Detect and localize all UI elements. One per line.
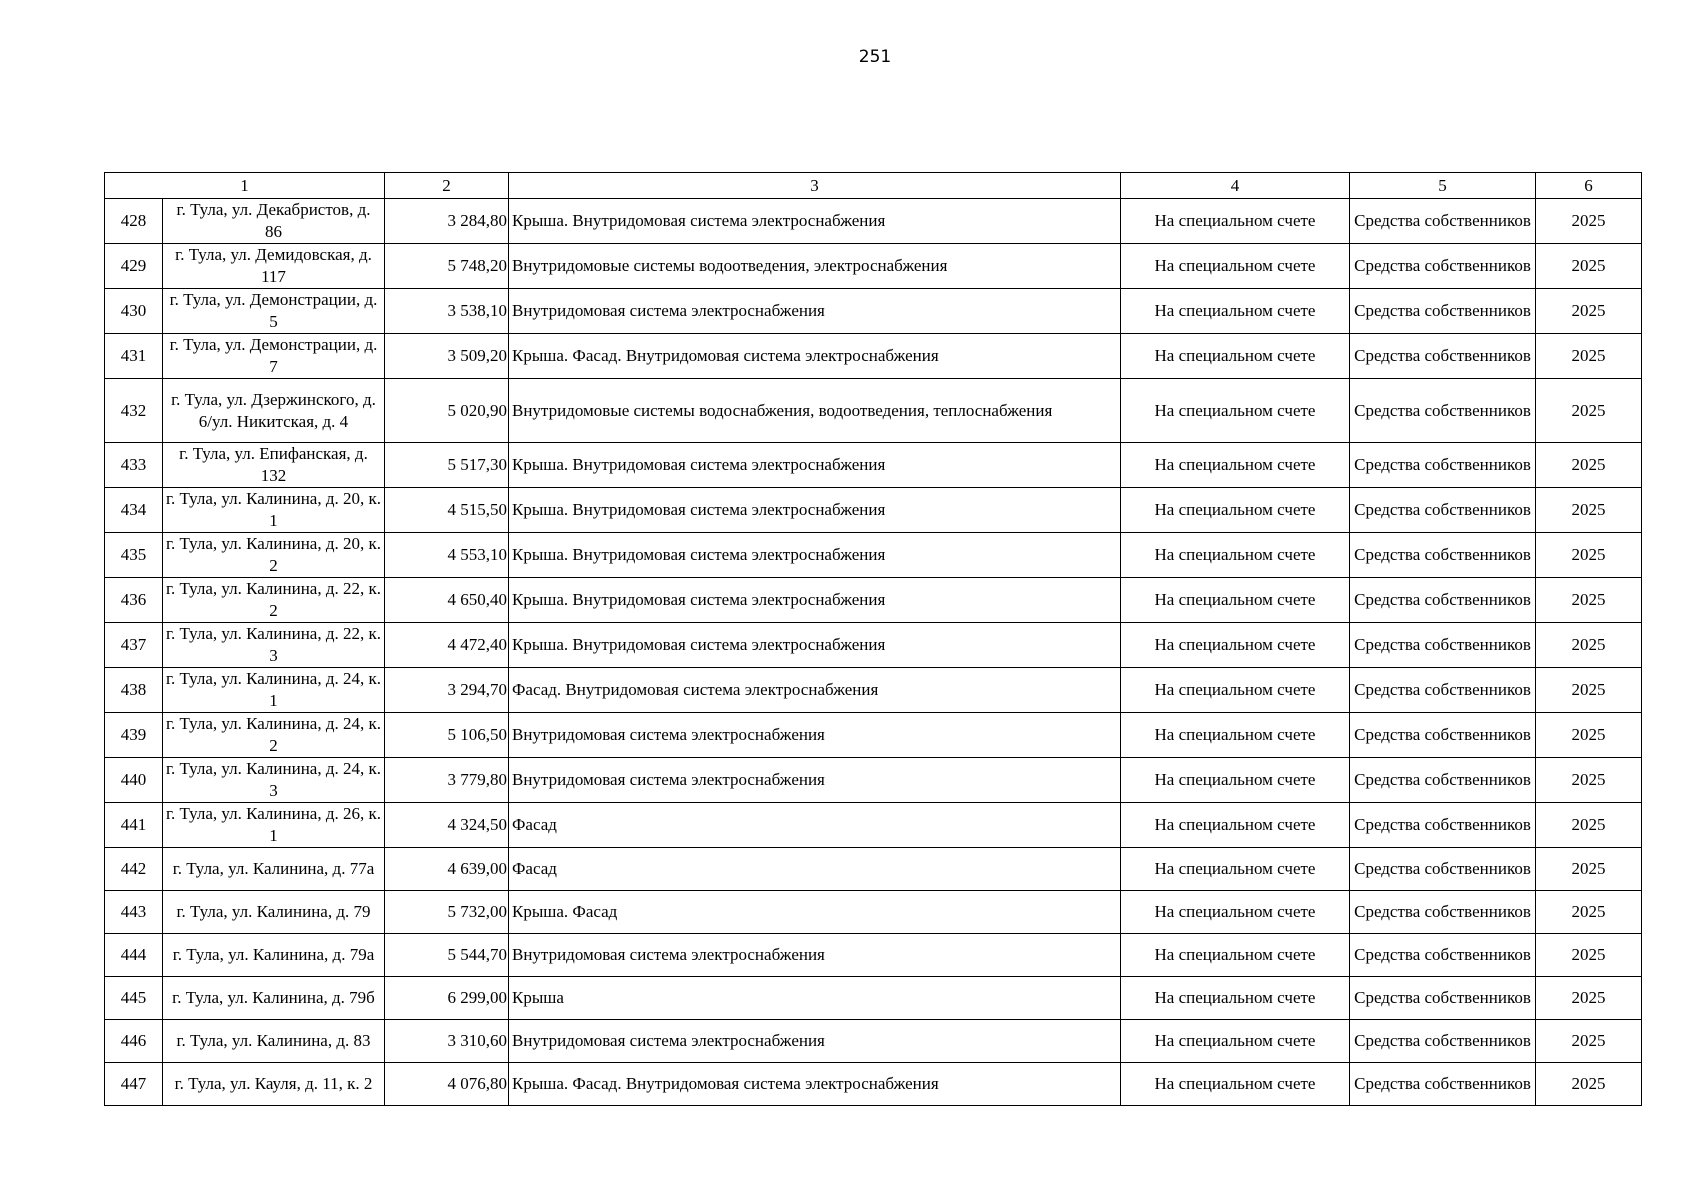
funding-source: Средства собственников (1350, 244, 1536, 289)
repair-works: Крыша. Фасад. Внутридомовая система электроснабжения (509, 1063, 1121, 1106)
repair-works: Внутридомовая система электроснабжения (509, 713, 1121, 758)
repair-cost: 3 538,10 (385, 289, 509, 334)
row-number: 436 (105, 578, 163, 623)
funding-source: Средства собственников (1350, 1063, 1536, 1106)
repair-cost: 6 299,00 (385, 977, 509, 1020)
building-address: г. Тула, ул. Епифанская, д. 132 (163, 443, 385, 488)
funding-method: На специальном счете (1121, 334, 1350, 379)
row-number: 438 (105, 668, 163, 713)
repair-cost: 4 639,00 (385, 848, 509, 891)
column-header-1: 1 (105, 173, 385, 199)
funding-source: Средства собственников (1350, 533, 1536, 578)
building-address: г. Тула, ул. Демидовская, д. 117 (163, 244, 385, 289)
funding-method: На специальном счете (1121, 1020, 1350, 1063)
building-address: г. Тула, ул. Калинина, д. 79а (163, 934, 385, 977)
planned-year: 2025 (1536, 289, 1642, 334)
planned-year: 2025 (1536, 891, 1642, 934)
table-row (105, 713, 1642, 758)
table-row (105, 244, 1642, 289)
row-number: 445 (105, 977, 163, 1020)
planned-year: 2025 (1536, 848, 1642, 891)
row-number: 433 (105, 443, 163, 488)
page-number: 251 (858, 47, 892, 67)
planned-year: 2025 (1536, 379, 1642, 443)
repair-register-table (104, 172, 1642, 1106)
building-address: г. Тула, ул. Кауля, д. 11, к. 2 (163, 1063, 385, 1106)
repair-cost: 5 544,70 (385, 934, 509, 977)
planned-year: 2025 (1536, 533, 1642, 578)
table-row (105, 848, 1642, 891)
row-number: 443 (105, 891, 163, 934)
table-row (105, 443, 1642, 488)
table-row (105, 623, 1642, 668)
repair-works: Крыша. Внутридомовая система электроснабжения (509, 443, 1121, 488)
building-address: г. Тула, ул. Калинина, д. 79 (163, 891, 385, 934)
repair-works: Крыша. Внутридомовая система электроснабжения (509, 488, 1121, 533)
repair-works: Фасад. Внутридомовая система электроснабжения (509, 668, 1121, 713)
funding-method: На специальном счете (1121, 848, 1350, 891)
funding-source: Средства собственников (1350, 334, 1536, 379)
row-number: 446 (105, 1020, 163, 1063)
funding-method: На специальном счете (1121, 891, 1350, 934)
planned-year: 2025 (1536, 803, 1642, 848)
funding-method: На специальном счете (1121, 713, 1350, 758)
planned-year: 2025 (1536, 578, 1642, 623)
repair-works: Внутридомовые системы водоснабжения, водоотведения, теплоснабжения (509, 379, 1121, 443)
repair-cost: 4 515,50 (385, 488, 509, 533)
row-number: 441 (105, 803, 163, 848)
repair-cost: 4 324,50 (385, 803, 509, 848)
funding-method: На специальном счете (1121, 199, 1350, 244)
funding-source: Средства собственников (1350, 668, 1536, 713)
column-header-5: 5 (1350, 173, 1536, 199)
row-number: 440 (105, 758, 163, 803)
funding-method: На специальном счете (1121, 977, 1350, 1020)
planned-year: 2025 (1536, 488, 1642, 533)
row-number: 439 (105, 713, 163, 758)
planned-year: 2025 (1536, 1020, 1642, 1063)
repair-cost: 3 310,60 (385, 1020, 509, 1063)
repair-works: Внутридомовая система электроснабжения (509, 758, 1121, 803)
repair-works: Крыша. Внутридомовая система электроснабжения (509, 199, 1121, 244)
repair-cost: 3 779,80 (385, 758, 509, 803)
row-number: 447 (105, 1063, 163, 1106)
building-address: г. Тула, ул. Калинина, д. 20, к. 1 (163, 488, 385, 533)
planned-year: 2025 (1536, 623, 1642, 668)
funding-source: Средства собственников (1350, 623, 1536, 668)
row-number: 428 (105, 199, 163, 244)
repair-cost: 3 509,20 (385, 334, 509, 379)
column-header-2: 2 (385, 173, 509, 199)
table-row (105, 934, 1642, 977)
row-number: 430 (105, 289, 163, 334)
repair-cost: 4 650,40 (385, 578, 509, 623)
building-address: г. Тула, ул. Калинина, д. 24, к. 3 (163, 758, 385, 803)
building-address: г. Тула, ул. Калинина, д. 20, к. 2 (163, 533, 385, 578)
planned-year: 2025 (1536, 713, 1642, 758)
building-address: г. Тула, ул. Калинина, д. 22, к. 2 (163, 578, 385, 623)
funding-source: Средства собственников (1350, 578, 1536, 623)
funding-method: На специальном счете (1121, 934, 1350, 977)
table-row (105, 891, 1642, 934)
building-address: г. Тула, ул. Калинина, д. 77а (163, 848, 385, 891)
funding-source: Средства собственников (1350, 848, 1536, 891)
table-row (105, 1020, 1642, 1063)
row-number: 431 (105, 334, 163, 379)
row-number: 429 (105, 244, 163, 289)
table-row (105, 578, 1642, 623)
row-number: 435 (105, 533, 163, 578)
table-row (105, 533, 1642, 578)
funding-source: Средства собственников (1350, 289, 1536, 334)
repair-works: Фасад (509, 803, 1121, 848)
planned-year: 2025 (1536, 1063, 1642, 1106)
funding-method: На специальном счете (1121, 803, 1350, 848)
repair-works: Крыша. Внутридомовая система электроснабжения (509, 533, 1121, 578)
funding-method: На специальном счете (1121, 668, 1350, 713)
planned-year: 2025 (1536, 334, 1642, 379)
repair-works: Внутридомовая система электроснабжения (509, 934, 1121, 977)
repair-works: Крыша. Внутридомовая система электроснабжения (509, 578, 1121, 623)
building-address: г. Тула, ул. Калинина, д. 24, к. 2 (163, 713, 385, 758)
building-address: г. Тула, ул. Дзержинского, д. 6/ул. Никитская, д. 4 (163, 379, 385, 443)
funding-method: На специальном счете (1121, 533, 1350, 578)
building-address: г. Тула, ул. Демонстрации, д. 7 (163, 334, 385, 379)
row-number: 442 (105, 848, 163, 891)
planned-year: 2025 (1536, 977, 1642, 1020)
table-row (105, 977, 1642, 1020)
planned-year: 2025 (1536, 244, 1642, 289)
repair-works: Фасад (509, 848, 1121, 891)
repair-cost: 5 732,00 (385, 891, 509, 934)
building-address: г. Тула, ул. Калинина, д. 79б (163, 977, 385, 1020)
funding-source: Средства собственников (1350, 758, 1536, 803)
funding-source: Средства собственников (1350, 199, 1536, 244)
funding-source: Средства собственников (1350, 1020, 1536, 1063)
funding-method: На специальном счете (1121, 758, 1350, 803)
table-row (105, 289, 1642, 334)
funding-source: Средства собственников (1350, 713, 1536, 758)
planned-year: 2025 (1536, 934, 1642, 977)
repair-cost: 5 517,30 (385, 443, 509, 488)
funding-source: Средства собственников (1350, 443, 1536, 488)
repair-cost: 5 106,50 (385, 713, 509, 758)
funding-method: На специальном счете (1121, 244, 1350, 289)
planned-year: 2025 (1536, 199, 1642, 244)
building-address: г. Тула, ул. Декабристов, д. 86 (163, 199, 385, 244)
repair-works: Крыша. Фасад (509, 891, 1121, 934)
funding-source: Средства собственников (1350, 803, 1536, 848)
funding-method: На специальном счете (1121, 623, 1350, 668)
building-address: г. Тула, ул. Калинина, д. 83 (163, 1020, 385, 1063)
row-number: 444 (105, 934, 163, 977)
planned-year: 2025 (1536, 443, 1642, 488)
table-row (105, 379, 1642, 443)
column-header-4: 4 (1121, 173, 1350, 199)
repair-cost: 5 020,90 (385, 379, 509, 443)
funding-method: На специальном счете (1121, 488, 1350, 533)
repair-works: Внутридомовая система электроснабжения (509, 289, 1121, 334)
row-number: 437 (105, 623, 163, 668)
column-header-3: 3 (509, 173, 1121, 199)
repair-cost: 4 553,10 (385, 533, 509, 578)
funding-source: Средства собственников (1350, 379, 1536, 443)
planned-year: 2025 (1536, 668, 1642, 713)
funding-source: Средства собственников (1350, 488, 1536, 533)
register-body (105, 173, 1642, 1106)
column-header-6: 6 (1536, 173, 1642, 199)
table-row (105, 488, 1642, 533)
repair-works: Внутридомовые системы водоотведения, электроснабжения (509, 244, 1121, 289)
funding-method: На специальном счете (1121, 379, 1350, 443)
building-address: г. Тула, ул. Демонстрации, д. 5 (163, 289, 385, 334)
table-row (105, 334, 1642, 379)
table-row (105, 758, 1642, 803)
funding-source: Средства собственников (1350, 891, 1536, 934)
planned-year: 2025 (1536, 758, 1642, 803)
repair-works: Внутридомовая система электроснабжения (509, 1020, 1121, 1063)
funding-source: Средства собственников (1350, 934, 1536, 977)
column-number-header-row (105, 173, 1642, 199)
table-row (105, 199, 1642, 244)
funding-source: Средства собственников (1350, 977, 1536, 1020)
repair-cost: 3 284,80 (385, 199, 509, 244)
building-address: г. Тула, ул. Калинина, д. 24, к. 1 (163, 668, 385, 713)
repair-works: Крыша (509, 977, 1121, 1020)
table-row (105, 668, 1642, 713)
repair-works: Крыша. Фасад. Внутридомовая система электроснабжения (509, 334, 1121, 379)
funding-method: На специальном счете (1121, 578, 1350, 623)
building-address: г. Тула, ул. Калинина, д. 26, к. 1 (163, 803, 385, 848)
building-address: г. Тула, ул. Калинина, д. 22, к. 3 (163, 623, 385, 668)
repair-cost: 4 472,40 (385, 623, 509, 668)
row-number: 434 (105, 488, 163, 533)
funding-method: На специальном счете (1121, 443, 1350, 488)
table-row (105, 803, 1642, 848)
repair-cost: 4 076,80 (385, 1063, 509, 1106)
repair-cost: 3 294,70 (385, 668, 509, 713)
row-number: 432 (105, 379, 163, 443)
funding-method: На специальном счете (1121, 289, 1350, 334)
repair-cost: 5 748,20 (385, 244, 509, 289)
table-row (105, 1063, 1642, 1106)
funding-method: На специальном счете (1121, 1063, 1350, 1106)
repair-works: Крыша. Внутридомовая система электроснабжения (509, 623, 1121, 668)
